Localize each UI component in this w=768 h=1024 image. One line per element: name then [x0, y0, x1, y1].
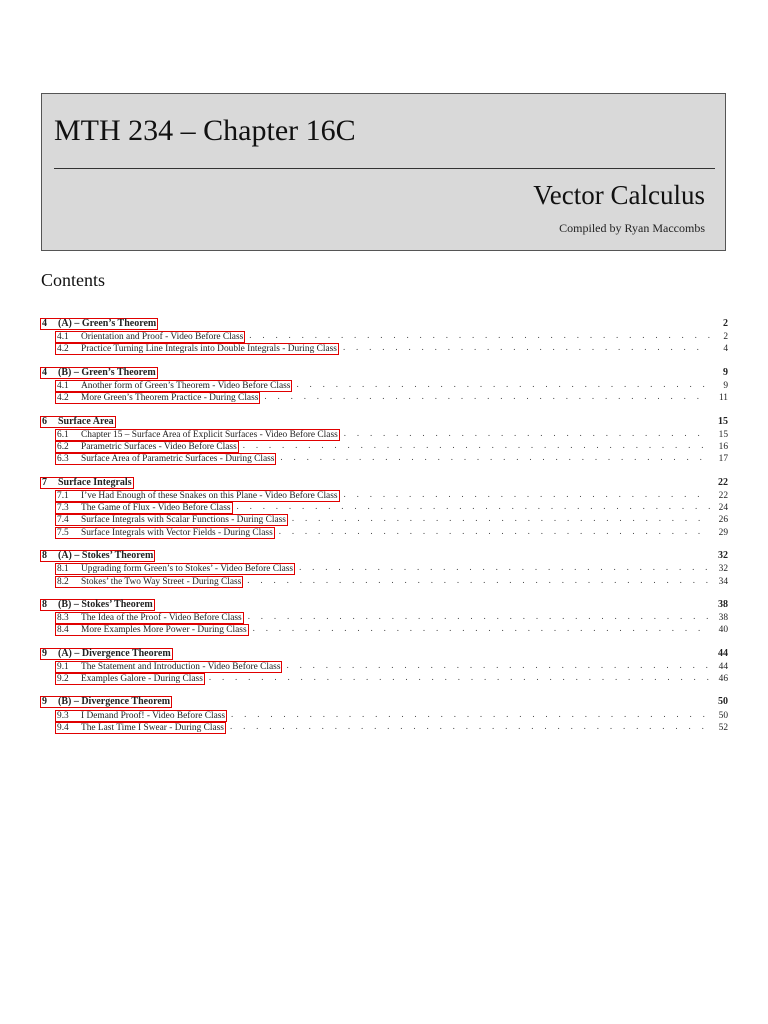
toc-subsection-row: [40, 452, 728, 464]
toc-subsection-row: [40, 721, 728, 733]
toc-subsection-number: 6.2: [57, 442, 69, 453]
toc-subsection-page: 15: [718, 429, 728, 440]
toc-subsection-number: 9.3: [57, 710, 69, 721]
document-subtitle: Vector Calculus: [533, 180, 705, 210]
toc-section-number: 9: [42, 696, 47, 708]
toc-section-page: 50: [718, 696, 728, 708]
toc-section: [40, 476, 728, 538]
toc-section-number: 4: [42, 318, 47, 329]
title-divider: [54, 168, 715, 169]
toc-section-number: 8: [42, 550, 47, 562]
toc-subsection-page: 46: [718, 674, 728, 685]
toc-subsection-page: 17: [718, 454, 728, 465]
toc-subsection-page: 16: [718, 442, 728, 453]
toc-subsection-page: 50: [718, 710, 728, 721]
dot-leader: [280, 451, 710, 463]
toc-section-page: 15: [718, 415, 728, 427]
toc-subsection-row: [40, 672, 728, 684]
toc-section-number: 8: [42, 598, 47, 610]
toc-subsection-page: 11: [718, 393, 728, 404]
toc-section-page: 32: [718, 550, 728, 562]
toc-subsection-link[interactable]: [55, 502, 233, 514]
toc-subsection-page: 40: [718, 625, 728, 636]
toc-subsection-number: 9.1: [57, 661, 69, 672]
toc-subsection-page: 38: [718, 612, 728, 623]
toc-subsection-number: 4.1: [57, 380, 69, 391]
toc-subsection-title: Orientation and Proof - Video Before Class: [81, 332, 244, 343]
dot-leader: [264, 390, 710, 402]
toc-section-link[interactable]: [40, 416, 116, 428]
toc-subsection-link[interactable]: [55, 576, 243, 588]
toc-subsection-title: Another form of Green’s Theorem - Video Before Class: [81, 380, 291, 391]
toc-section-page: 22: [718, 476, 728, 488]
toc-subsection-number: 7.4: [57, 515, 69, 526]
toc-subsection-page: 32: [718, 564, 728, 575]
toc-subsection-page: 2: [723, 332, 728, 343]
toc-section-title: (B) – Divergence Theorem: [58, 696, 171, 708]
toc-subsection-page: 9: [723, 380, 728, 391]
toc-section-link[interactable]: [40, 648, 173, 660]
dot-leader: [209, 671, 710, 683]
toc-section-number: 4: [42, 366, 47, 378]
toc-subsection-number: 6.1: [57, 429, 69, 440]
toc-subsection-link[interactable]: [55, 612, 244, 624]
toc-subsection-link[interactable]: [55, 624, 249, 636]
toc-section-link[interactable]: [40, 599, 155, 611]
toc-subsection-title: Surface Area of Parametric Surfaces - During Class: [81, 454, 275, 465]
document-title: MTH 234 – Chapter 16C: [54, 114, 356, 147]
toc-section-page: 2: [723, 318, 728, 329]
dot-leader: [247, 574, 710, 586]
toc-section-title: Surface Area: [58, 415, 114, 427]
toc-subsection-link[interactable]: [55, 722, 226, 734]
toc-subsection-number: 9.4: [57, 722, 69, 733]
toc-section: [40, 598, 728, 636]
toc-subsection-title: The Idea of the Proof - Video Before Class: [81, 612, 242, 623]
dot-leader: [299, 561, 710, 573]
toc-section-link[interactable]: [40, 696, 172, 708]
toc-section-title: (B) – Green’s Theorem: [58, 366, 156, 378]
toc-subsection-title: The Statement and Introduction - Video Before Class: [81, 661, 281, 672]
toc-section-title: (A) – Divergence Theorem: [58, 647, 171, 659]
toc-subsection-title: The Game of Flux - Video Before Class: [81, 503, 231, 514]
toc-subsection-number: 7.5: [57, 527, 69, 538]
toc-subsection-page: 4: [723, 344, 728, 355]
toc-section-page: 38: [718, 598, 728, 610]
toc-subsection-number: 8.4: [57, 625, 69, 636]
toc-subsection-link[interactable]: [55, 514, 288, 526]
dot-leader: [292, 512, 710, 524]
dot-leader: [249, 329, 710, 341]
toc-subsection-number: 8.2: [57, 576, 69, 587]
toc-subsection-link[interactable]: [55, 453, 276, 465]
toc-subsection-title: Stokes’ the Two Way Street - During Class: [81, 576, 242, 587]
toc-subsection-title: Surface Integrals with Scalar Functions - During Class: [81, 515, 286, 526]
dot-leader: [231, 708, 710, 720]
toc-subsection-title: Surface Integrals with Vector Fields - During Class: [81, 527, 273, 538]
toc-subsection-page: 22: [718, 490, 728, 501]
toc-subsection-title: Upgrading form Green’s to Stokes’ - Video Before Class: [81, 564, 294, 575]
dot-leader: [286, 659, 710, 671]
toc-subsection-number: 8.1: [57, 564, 69, 575]
toc-subsection-title: Parametric Surfaces - Video Before Class: [81, 442, 237, 453]
toc-section: [40, 695, 728, 733]
toc-subsection-title: I’ve Had Enough of these Snakes on this Plane - Video Before Class: [81, 490, 338, 501]
toc-section-link[interactable]: [40, 367, 158, 379]
toc-section: [40, 549, 728, 587]
table-of-contents: [40, 317, 728, 744]
toc-section: [40, 647, 728, 685]
toc-section-link[interactable]: [40, 477, 134, 489]
toc-subsection-page: 52: [718, 722, 728, 733]
toc-subsection-page: 29: [718, 527, 728, 538]
dot-leader: [237, 500, 711, 512]
toc-subsection-link[interactable]: [55, 331, 245, 343]
toc-subsection-title: Practice Turning Line Integrals into Double Integrals - During Class: [81, 344, 337, 355]
toc-section-page: 9: [723, 366, 728, 378]
dot-leader: [243, 439, 710, 451]
dot-leader: [253, 622, 710, 634]
toc-section-title: (A) – Stokes’ Theorem: [58, 550, 154, 562]
toc-subsection-title: More Green’s Theorem Practice - During Class: [81, 393, 259, 404]
toc-subsection-number: 6.3: [57, 454, 69, 465]
toc-subsection-page: 24: [718, 503, 728, 514]
toc-subsection-row: [40, 342, 728, 354]
toc-section-page: 44: [718, 647, 728, 659]
toc-subsection-link[interactable]: [55, 343, 339, 355]
toc-section-number: 7: [42, 476, 47, 488]
toc-subsection-number: 7.3: [57, 503, 69, 514]
toc-section-title: Surface Integrals: [58, 476, 132, 488]
toc-subsection-page: 26: [718, 515, 728, 526]
author-credit: Compiled by Ryan Maccombs: [559, 221, 705, 235]
toc-section-title: (A) – Green’s Theorem: [58, 318, 157, 329]
toc-subsection-title: More Examples More Power - During Class: [81, 625, 247, 636]
toc-subsection-link[interactable]: [55, 380, 292, 392]
toc-subsection-link[interactable]: [55, 527, 275, 539]
toc-section: [40, 415, 728, 465]
dot-leader: [230, 720, 710, 732]
toc-subsection-row: [40, 575, 728, 587]
toc-subsection-number: 4.1: [57, 332, 69, 343]
contents-heading: Contents: [41, 270, 106, 290]
dot-leader: [296, 378, 710, 390]
toc-subsection-number: 4.2: [57, 393, 69, 404]
toc-section: [40, 366, 728, 404]
toc-subsection-row: [40, 526, 728, 538]
toc-section: [40, 317, 728, 355]
toc-subsection-number: 4.2: [57, 344, 69, 355]
dot-leader: [279, 525, 710, 537]
toc-section-number: 9: [42, 647, 47, 659]
dot-leader: [343, 341, 710, 353]
toc-section-link[interactable]: [40, 318, 158, 330]
toc-subsection-link[interactable]: [55, 392, 260, 404]
title-box: [41, 93, 726, 251]
toc-subsection-title: I Demand Proof! - Video Before Class: [81, 710, 226, 721]
toc-subsection-title: The Last Time I Swear - During Class: [81, 722, 224, 733]
toc-subsection-link[interactable]: [55, 441, 239, 453]
toc-subsection-number: 9.2: [57, 674, 69, 685]
toc-subsection-page: 34: [718, 576, 728, 587]
dot-leader: [344, 488, 710, 500]
toc-subsection-row: [40, 391, 728, 403]
toc-section-link[interactable]: [40, 550, 155, 562]
toc-subsection-number: 7.1: [57, 490, 69, 501]
toc-subsection-title: Chapter 15 – Surface Area of Explicit Surfaces - Video Before Class: [81, 429, 338, 440]
toc-section-title: (B) – Stokes’ Theorem: [58, 598, 153, 610]
toc-subsection-link[interactable]: [55, 710, 227, 722]
toc-section-number: 6: [42, 415, 47, 427]
toc-subsection-number: 8.3: [57, 612, 69, 623]
toc-subsection-title: Examples Galore - During Class: [81, 674, 203, 685]
dot-leader: [344, 427, 710, 439]
toc-subsection-link[interactable]: [55, 673, 205, 685]
toc-subsection-page: 44: [718, 661, 728, 672]
dot-leader: [248, 610, 710, 622]
toc-subsection-row: [40, 623, 728, 635]
